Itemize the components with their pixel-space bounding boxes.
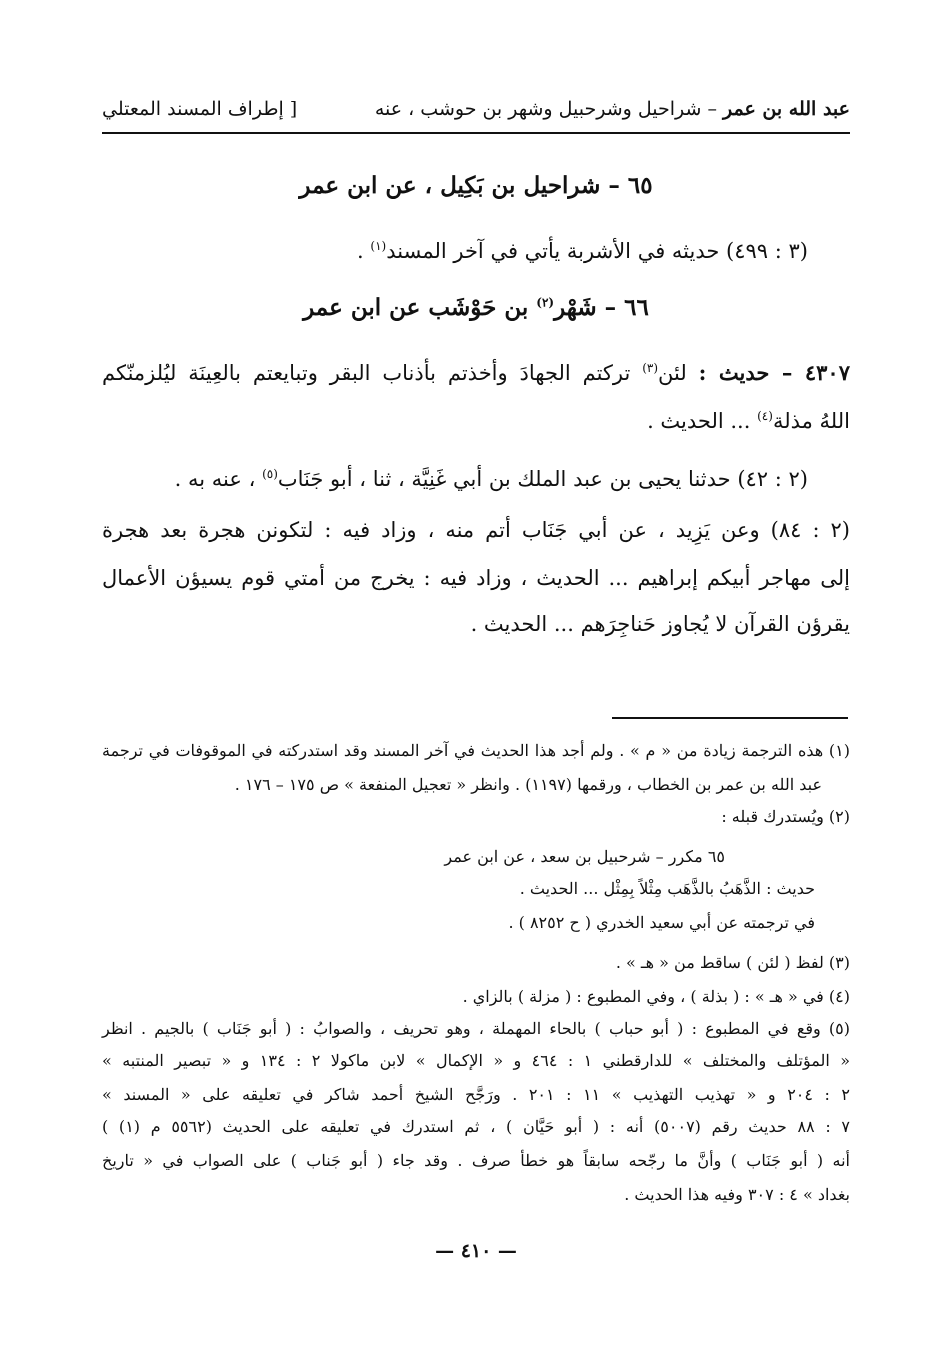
footnote-4: (٤) في « هـ » : ( بذلة ) ، وفي المطبوع : ( مزلة ) بالزاي . xyxy=(462,987,850,1006)
hadith-text-b: تركتم الجهادَ وأخذتم بأذناب البقر وتبايعتم بالعِينَة ليُلزمنّكم xyxy=(102,361,631,385)
footnote-separator xyxy=(612,717,848,719)
footnote-5-line-4: ٧ : ٨٨ حديث رقم (٥٠٠٧) أنه : ( أبو حَيَّان ) ، ثم استدرك في تعليقه على الحديث (٥٥٦٢ م (١) ) xyxy=(102,1117,851,1136)
section-65-end: . xyxy=(357,239,364,263)
footnote-5-line-2: « المؤتلف والمختلف » للدارقطني ١ : ٤٦٤ و « الإكمال » لابن ماكولا ٢ : ١٣٤ و « تبصير المنتبه » xyxy=(102,1051,850,1070)
footnote-ref-5: (٥) xyxy=(262,467,278,481)
footnote-5-line-5: أنه ( أبو جَنَاب ) وأنَّ ما رجّحه سابقاً هو خطأ صرف . وقد جاء ( أبو جَناب ) على الصواب في « تاريخ xyxy=(102,1151,850,1170)
footnote-2-line-1: (٢) ويُستدرك قبله : xyxy=(721,807,850,826)
footnote-1-line-1: (١) هذه الترجمة زيادة من « م » . ولم أجد هذا الحديث في آخر المسند وقد استدركته في الموقوفات في ترجمة xyxy=(102,741,850,760)
hadith-text-d: ... الحديث . xyxy=(647,409,751,433)
isnad-text-b: ، عنه به . xyxy=(174,467,256,491)
footnote-1-line-2: عبد الله بن عمر بن الخطاب ، ورقمها (١١٩٧) . وانظر « تعجيل المنفعة » ص ١٧٥ – ١٧٦ . xyxy=(234,775,822,794)
isnad-line-4: يقرؤن القرآن لا يُجاوز حَناجِرَهم ... الحديث . xyxy=(470,612,850,636)
header-book-title: [ إطراف المسند المعتلي xyxy=(102,98,298,120)
hadith-text-c: اللهُ مذلة xyxy=(772,409,850,433)
section-65-text xyxy=(102,228,808,269)
section-66-title-a: ٦٦ – شَهْر xyxy=(554,294,649,321)
header-subject: عبد الله بن عمر xyxy=(723,98,850,120)
footnote-2-indent-2: حديث : الذَّهَبُ بالذَّهَب مِثْلاً بِمِثْل ... الحديث . xyxy=(519,879,815,898)
footnote-3: (٣) لفظ ( لئن ) ساقط من « هـ » . xyxy=(615,953,850,972)
footnote-2-indent-3: في ترجمته عن أبي سعيد الخدري ( ح ٨٢٥٢ ) . xyxy=(508,913,815,932)
page-number: — ٤١٠ — xyxy=(435,1240,517,1262)
isnad-line-1 xyxy=(102,456,808,497)
footnote-ref-3: (٣) xyxy=(642,361,659,375)
footnote-ref-1: (١) xyxy=(370,239,387,253)
hadith-number: ٤٣٠٧ – حديث : xyxy=(698,360,850,385)
hadith-line-1 xyxy=(102,350,850,391)
running-header xyxy=(102,92,850,134)
footnote-5-line-6: بغداد » ٤ : ٣٠٧ وفيه هذا الحديث . xyxy=(624,1185,850,1204)
footnote-2-indent-1: ٦٥ مكرر – شرحبيل بن سعد ، عن ابن عمر xyxy=(444,847,725,866)
hadith-text-a: لئن xyxy=(658,361,687,385)
section-65-title: ٦٥ – شراحيل بن بَكِيل ، عن ابن عمر xyxy=(299,172,653,199)
header-title xyxy=(375,98,850,120)
isnad-text-a: (٢ : ٤٢) حدثنا يحيى بن عبد الملك بن أبي غَنِيَّة ، ثنا ، أبو جَنَاب xyxy=(277,467,808,491)
header-subtitle: – شراحيل وشرحبيل وشهر بن حوشب ، عنه xyxy=(374,98,717,120)
isnad-line-2: (٢ : ٨٤) وعن يَزِيد ، عن أبي جَنَاب أتم منه ، وزاد فيه : لتكونن هجرة بعد هجرة xyxy=(102,518,850,542)
section-65-line: (٣ : ٤٩٩) حديثه في الأشربة يأتي في آخر المسند xyxy=(386,239,808,263)
footnote-5-line-1: (٥) وقع في المطبوع : ( أبو حباب ) بالحاء المهملة ، وهو تحريف ، والصوابُ : ( أبو جَنَاب ) بالجيم . انظر xyxy=(102,1019,850,1038)
section-66-title-b: بن حَوْشَب عن ابن عمر xyxy=(303,294,529,321)
hadith-line-2 xyxy=(102,398,850,439)
footnote-ref-2: (٢) xyxy=(536,295,555,310)
isnad-line-3: إلى مهاجر أبيكم إبراهيم ... الحديث ، وزاد فيه : يخرج من أمتي قوم يسيؤن الأعمال xyxy=(102,566,850,590)
footnote-5-line-3: ٢ : ٢٠٤ و « تهذيب التهذيب » ١١ : ٢٠١ . ورَجَّح الشيخ أحمد شاكر في تعليقه على « المسند » xyxy=(102,1085,851,1104)
footnote-ref-4: (٤) xyxy=(757,409,773,423)
section-66-title xyxy=(102,294,850,321)
